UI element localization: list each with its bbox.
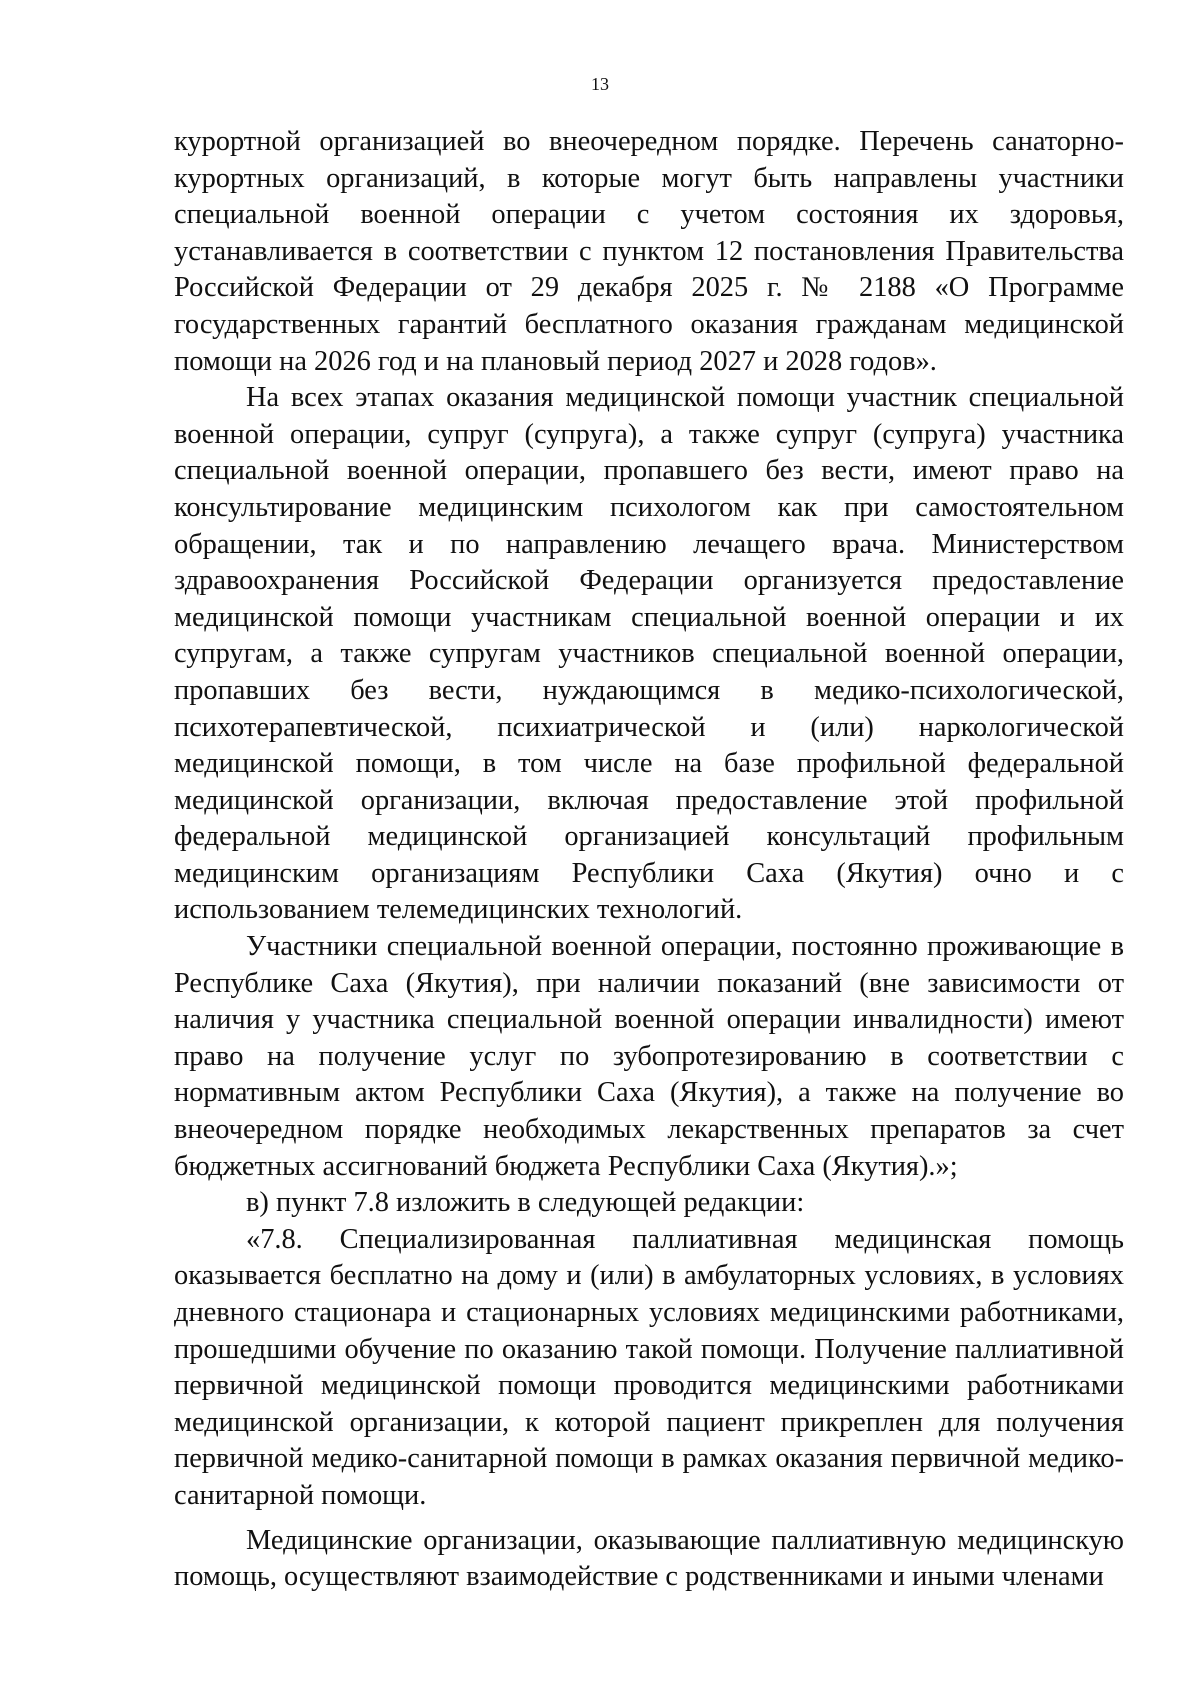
paragraph-palliative-care: «7.8. Специализированная паллиативная медицинская помощь оказывается бесплатно на дому и (или) в амбулаторных условиях, в условиях дневного стационара и стационарных условиях медицинскими работниками, прошедшими обучение по оказанию такой помощи. Получение паллиативной первичной медицинской помощи проводится медицинскими работниками медицинской организации, к которой пациент прикреплен для получения первичной медико-санитарной помощи в рамках оказания первичной медико-санитарной помощи. [174,1223,1124,1511]
paragraph-sanatorium-list: курортной организацией во внеочередном порядке. Перечень санаторно-курортных организаций, в которые могут быть направлены участники специальной военной операции с учетом состояния их здоровья, устанавливается в соответствии с пунктом 12 постановления Правительства Российской Федерации от 29 декабря 2025 г. № 2188 «О Программе государственных гарантий бесплатного оказания гражданам медицинской помощи на 2026 год и на плановый период 2027 и 2028 годов». [174,126,1124,377]
paragraph-dental-prosthetics: Участники специальной военной операции, постоянно проживающие в Республике Саха (Якутия), при наличии показаний (вне зависимости от наличия у участника специальной военной операции инвалидности) имеют право на получение услуг по зубопротезированию в соответствии с нормативным актом Республики Саха (Якутия), а также на получение во внеочередном порядке необходимых лекарственных препаратов за счет бюджетных ассигнований бюджета Республики Саха (Якутия).»; [174,931,1124,1182]
paragraph-palliative-organizations: Медицинские организации, оказывающие паллиативную медицинскую помощь, осуществляют взаимодействие с родственниками и иными членами [174,1524,1124,1593]
paragraph-amendment-7-8: в) пункт 7.8 изложить в следующей редакции: [246,1187,805,1219]
document-body [174,124,1124,1596]
page-number: 13 [591,74,609,94]
paragraph-psychological-help: На всех этапах оказания медицинской помощи участник специальной военной операции, супруг (супруга), а также супруг (супруга) участника специальной военной операции, пропавшего без вести, имеют право на консультирование медицинским психологом как при самостоятельном обращении, так и по направлению лечащего врача. Министерством здравоохранения Российской Федерации организуется предоставление медицинской помощи участникам специальной военной операции и их супругам, а также супругам участников специальной военной операции, пропавших без вести, нуждающимся в медико-психологической, психотерапевтической, психиатрической и (или) наркологической медицинской помощи, в том числе на базе профильной федеральной медицинской организации, включая предоставление этой профильной федеральной медицинской организацией консультаций профильным медицинским организациям Республики Саха (Якутия) очно и с использованием телемедицинских технологий. [174,382,1124,926]
